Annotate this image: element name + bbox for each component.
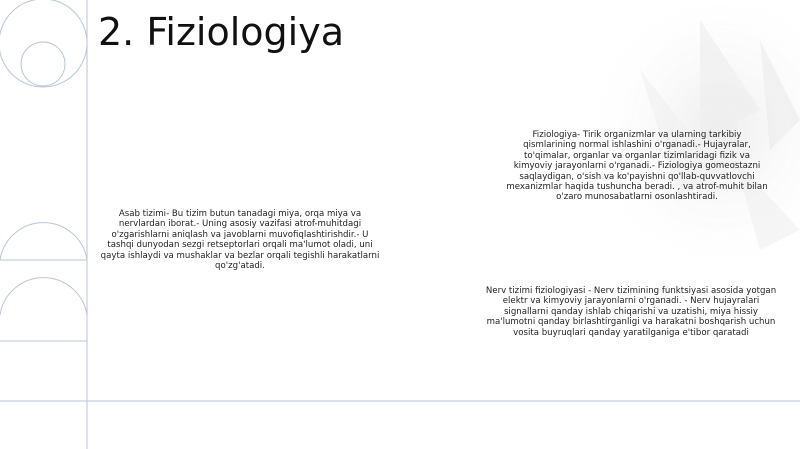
text-block-nerv-tizimi: Nerv tizimi fiziologiyasi - Nerv tizimining funktsiyasi asosida yotgan elektr va kimyoviy jarayonlarni o'rganadi. - Nerv hujayralari signallarni qanday ishlab chiqarishi va uzatishi, miya hissiy ma'lumotni qanday birlashtirganligi va harakatni boshqarish uchun vosita buyruqlari qanday yaratilganiga e'tibor qaratadi [485, 286, 777, 338]
text-block-fiziologiya: Fiziologiya- Tirik organizmlar va ularning tarkibiy qismlarining normal ishlashini o'rganadi.- Hujayralar, to'qimalar, organlar va organlar tizimlaridagi fizik va kimyoviy jarayonlarni o'rganadi.- Fiziologiya gomeostazni saqlaydigan, o'sish va ko'payishni qo'llab-quvvatlovchi mexanizmlar haqida tushuncha beradi. , va atrof-muhit bilan o'zaro munosabatlarni osonlashtiradi. [506, 130, 768, 203]
page-title: 2. Fiziologiya [98, 10, 344, 54]
text-block-asab-tizimi: Asab tizimi- Bu tizim butun tanadagi miya, orqa miya va nervlardan iborat.- Uning asosiy vazifasi atrof-muhitdagi o'zgarishlarni aniqlash va javoblarni muvofiqlashtirishdir.- U tashqi dunyodan sezgi retseptorlari orqali ma'lumot oladi, uni qayta ishlaydi va mushaklar va bezlar orqali tegishli harakatlarni qo'zg'atadi. [100, 209, 380, 272]
